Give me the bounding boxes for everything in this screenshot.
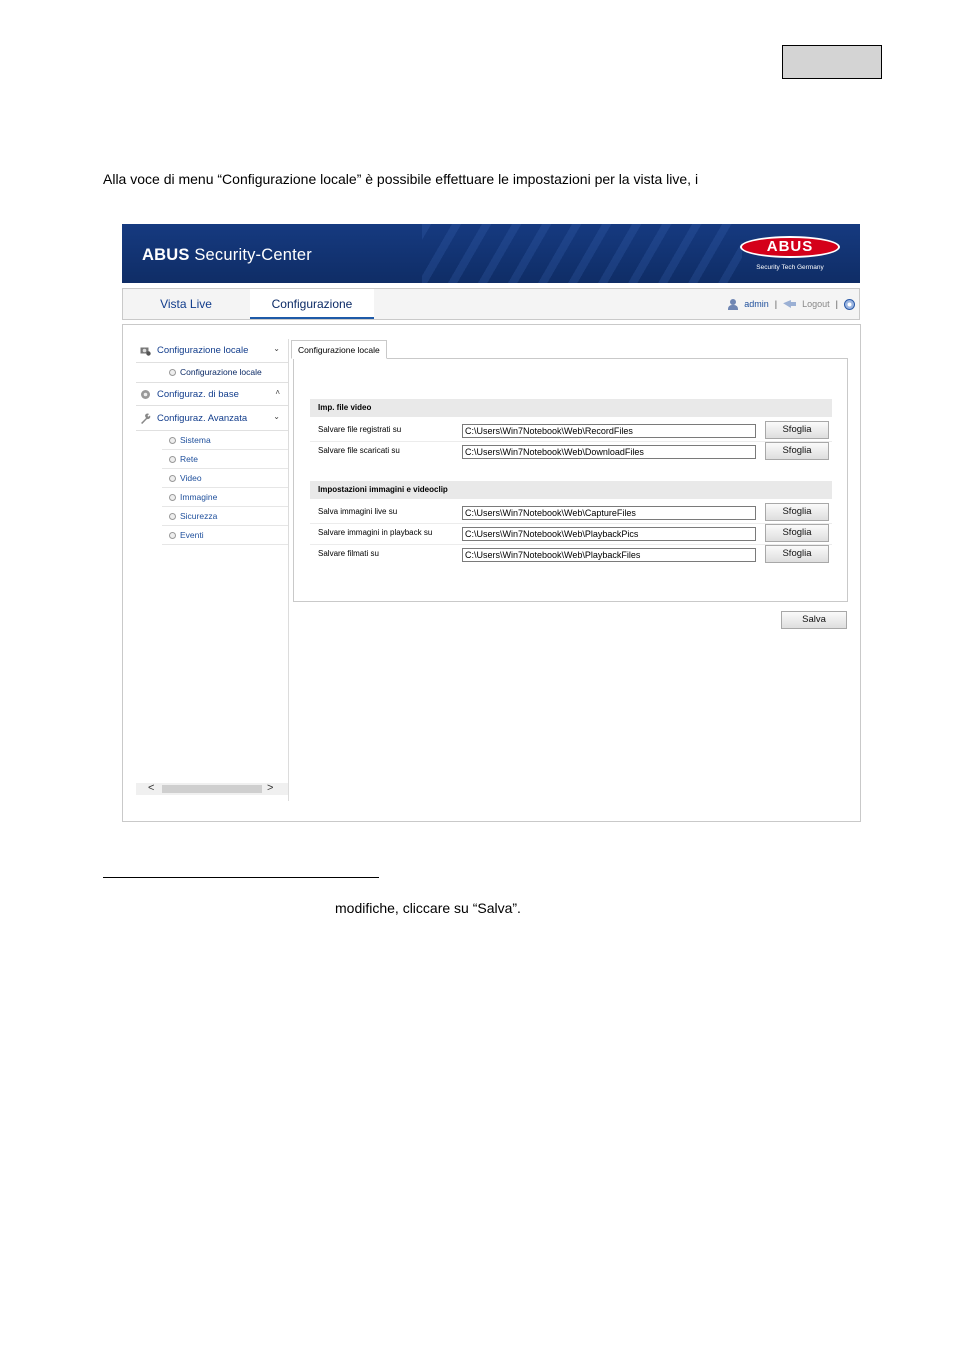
wrench-icon	[140, 413, 151, 424]
bullet-icon	[169, 456, 176, 463]
label-record-files: Salvare file registrati su	[318, 425, 402, 434]
label-playback-files: Salvare filmati su	[318, 549, 379, 558]
bullet-icon	[169, 513, 176, 520]
label-playback-pics: Salvare immagini in playback su	[318, 528, 433, 537]
abus-logo: ABUS	[740, 236, 840, 258]
playback-files-path-input[interactable]: C:\Users\Win7Notebook\Web\PlaybackFiles	[462, 548, 756, 562]
download-files-path-input[interactable]: C:\Users\Win7Notebook\Web\DownloadFiles	[462, 445, 756, 459]
sidebar-subitem-video[interactable]: Video	[162, 469, 288, 488]
chevron-down-icon[interactable]: ⌄	[273, 412, 280, 421]
scroll-left-arrow[interactable]: <	[148, 782, 155, 794]
user-icon	[728, 299, 738, 310]
settings-panel	[293, 358, 848, 602]
section-images-header: Impostazioni immagini e videoclip	[310, 481, 832, 499]
separator: |	[774, 299, 778, 309]
row-divider	[310, 544, 832, 545]
logout-link[interactable]: Logout	[802, 299, 830, 309]
outro-paragraph: modifiche, cliccare su “Salva”.	[335, 900, 521, 916]
user-name-link[interactable]: admin	[744, 299, 769, 309]
sidebar-item-configurazione-locale[interactable]: Configurazione locale ⌄	[136, 339, 288, 363]
scrollbar-thumb[interactable]	[162, 785, 262, 793]
label-download-files: Salvare file scaricati su	[318, 446, 400, 455]
bullet-icon	[169, 437, 176, 444]
bullet-icon	[169, 475, 176, 482]
bullet-icon	[169, 494, 176, 501]
bullet-icon	[169, 369, 176, 376]
app-title: ABUS Security-Center	[142, 246, 312, 264]
browse-record-files-button[interactable]: Sfoglia	[765, 421, 829, 439]
config-content	[122, 324, 861, 822]
chevron-down-icon[interactable]: ⌄	[273, 344, 280, 353]
app-banner	[122, 224, 860, 283]
corner-language-box	[782, 45, 882, 79]
footnote-rule	[103, 877, 379, 878]
sidebar-subitem-configurazione-locale[interactable]: Configurazione locale	[162, 363, 288, 382]
scroll-right-arrow[interactable]: >	[267, 782, 274, 794]
browse-capture-files-button[interactable]: Sfoglia	[765, 503, 829, 521]
globe-icon[interactable]	[844, 299, 855, 310]
tab-configurazione-locale[interactable]: Configurazione locale	[291, 340, 387, 359]
chevron-up-icon[interactable]: ˄	[275, 388, 280, 397]
gear-icon	[140, 389, 151, 400]
row-divider	[310, 523, 832, 524]
capture-files-path-input[interactable]: C:\Users\Win7Notebook\Web\CaptureFiles	[462, 506, 756, 520]
camera-settings-icon	[140, 345, 151, 356]
sidebar-subitem-eventi[interactable]: Eventi	[162, 526, 288, 545]
abus-logo-tagline: Security Tech Germany	[756, 264, 824, 271]
sidebar-menu	[136, 339, 289, 801]
screenshot-abus-web-ui	[122, 224, 861, 822]
sidebar-item-configuraz-avanzata[interactable]: Configuraz. Avanzata ⌄	[136, 407, 288, 431]
record-files-path-input[interactable]: C:\Users\Win7Notebook\Web\RecordFiles	[462, 424, 756, 438]
intro-paragraph: Alla voce di menu “Configurazione locale” è possibile effettuare le impostazioni per la vista live, i	[103, 171, 699, 187]
bullet-icon	[169, 532, 176, 539]
sidebar-subitem-rete[interactable]: Rete	[162, 450, 288, 469]
logout-icon	[783, 300, 796, 308]
browse-playback-files-button[interactable]: Sfoglia	[765, 545, 829, 563]
save-button[interactable]: Salva	[781, 611, 847, 629]
row-divider	[310, 441, 832, 442]
user-area	[728, 289, 855, 319]
sidebar-subitem-immagine[interactable]: Immagine	[162, 488, 288, 507]
sidebar-subitem-sicurezza[interactable]: Sicurezza	[162, 507, 288, 526]
separator: |	[835, 299, 838, 309]
top-navigation	[122, 288, 860, 320]
sidebar-horizontal-scrollbar[interactable]	[136, 783, 288, 795]
sidebar-item-configuraz-di-base[interactable]: Configuraz. di base ˄	[136, 382, 288, 406]
label-capture-files: Salva immagini live su	[318, 507, 398, 516]
tab-configurazione[interactable]: Configurazione	[250, 289, 374, 319]
section-video-files-header: Imp. file video	[310, 399, 832, 417]
banner-decoration	[422, 224, 742, 283]
browse-playback-pics-button[interactable]: Sfoglia	[765, 524, 829, 542]
playback-pics-path-input[interactable]: C:\Users\Win7Notebook\Web\PlaybackPics	[462, 527, 756, 541]
browse-download-files-button[interactable]: Sfoglia	[765, 442, 829, 460]
sidebar-subitem-sistema[interactable]: Sistema	[162, 431, 288, 450]
tab-vista-live[interactable]: Vista Live	[160, 297, 212, 311]
